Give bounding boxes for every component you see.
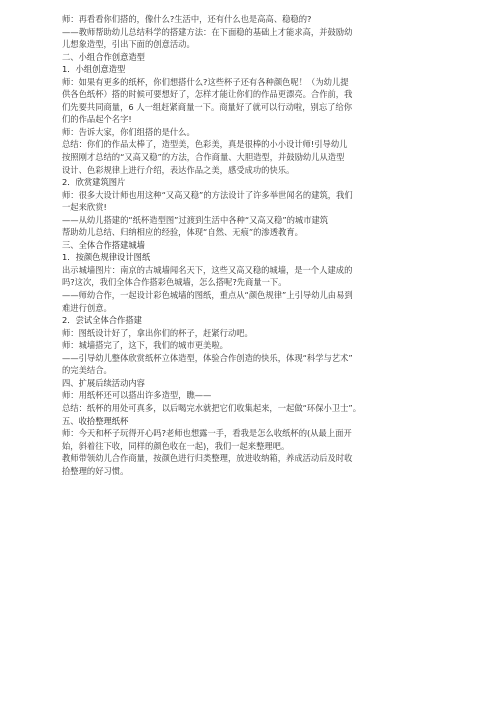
section-heading: 二、小组合作创意造型	[62, 51, 145, 62]
text-line: 师：告诉大家，你们组搭的是什么。	[62, 126, 195, 137]
text-line: 师：如果有更多的纸杯，你们想搭什么?这些杯子还有各种颜色呢！（为幼儿提	[62, 76, 349, 87]
text-line: ——从幼儿搭建的“纸杯造型图”过渡到生活中各种“又高又稳”的城市建筑	[62, 214, 329, 225]
subsection-heading: 1．按颜色规律设计图纸	[62, 252, 151, 263]
text-line: 师：图纸设计好了，拿出你们的杯子，赶紧行动吧。	[62, 327, 253, 338]
section-heading: 四、扩展后续活动内容	[62, 377, 145, 388]
text-line: 吗?这次，我们全体合作搭彩色城墙，怎么搭呢?先商量一下。	[62, 277, 287, 288]
text-line: 儿想象造型，引出下面的创意活动。	[62, 39, 195, 50]
text-line: ——师幼合作，一起设计彩色城墙的图纸，重点从“颜色规律”上引导幼儿由易到	[62, 290, 353, 301]
text-line: 难进行创意。	[62, 302, 112, 313]
subsection-heading: 2．尝试全体合作搭建	[62, 315, 142, 326]
text-line: 拾整理的好习惯。	[62, 465, 129, 476]
text-line: 师：很多大设计师也用这种“又高又稳”的方法设计了许多举世闻名的建筑，我们	[62, 189, 353, 200]
text-line: 师：再看看你们搭的，像什么?生活中，还有什么也是高高、稳稳的?	[62, 14, 312, 24]
text-line: 师：城墙搭完了，这下，我们的城市更美啦。	[62, 340, 228, 351]
text-line: 总结：纸杯的用处可真多，以后喝完水就把它们收集起来，一起做“环保小卫士”。	[62, 402, 361, 413]
text-line: 一起来欣赏!	[62, 202, 107, 213]
text-line: 帮助幼儿总结、归纳相应的经验，体现“自然、无痕”的渗透教育。	[62, 227, 303, 238]
text-line: ——引导幼儿整体欣赏纸杯立体造型，体验合作创造的快乐，体现“科学与艺术”	[62, 352, 353, 363]
subsection-heading: 2．欣赏建筑图片	[62, 177, 126, 188]
text-line: 设计、色彩规律上进行介绍，表达作品之美，感受成功的快乐。	[62, 164, 295, 175]
text-line: 出示城墙图片：南京的古城墙闻名天下，这些又高又稳的城墙，是一个人建成的	[62, 264, 353, 275]
subsection-heading: 1．小组创意造型	[62, 64, 126, 75]
text-line: 师：今天和杯子玩得开心吗?老师也想露一手，看我是怎么收纸杯的(从最上面开	[62, 428, 352, 439]
text-line: 按照刚才总结的“又高又稳”的方法，合作商量、大胆造型，并鼓励幼儿从造型	[62, 152, 345, 163]
text-line: 教师带领幼儿合作商量，按颜色进行归类整理，放进收纳箱，养成活动后及时收	[62, 453, 353, 464]
text-line: 们的作品起个名字!	[62, 114, 132, 125]
document-page	[62, 13, 446, 477]
text-line: 总结：你们的作品太棒了，造型美，色彩美，真是很棒的小小设计师!引导幼儿	[62, 139, 348, 150]
text-line: 的完美结合。	[62, 365, 112, 376]
text-line: 始，斜着往下收，同样的颜色收在一起)，我们一起来整理吧。	[62, 440, 290, 451]
text-line: ——教师帮助幼儿总结科学的搭建方法：在下面稳的基础上才能求高，并鼓励幼	[62, 26, 353, 37]
section-heading: 五、收拾整理纸杯	[62, 415, 129, 426]
text-line: 们先要共同商量，6 人一组赶紧商量一下。商量好了就可以行动啦，别忘了给你	[62, 101, 353, 112]
section-heading: 三、全体合作搭建城墙	[62, 239, 145, 250]
text-line: 师：用纸杯还可以搭出许多造型，瞧——	[62, 390, 212, 401]
text-line: 供各色纸杯）搭的时候可要想好了，怎样才能让你们的作品更漂亮。合作前，我	[62, 89, 353, 100]
